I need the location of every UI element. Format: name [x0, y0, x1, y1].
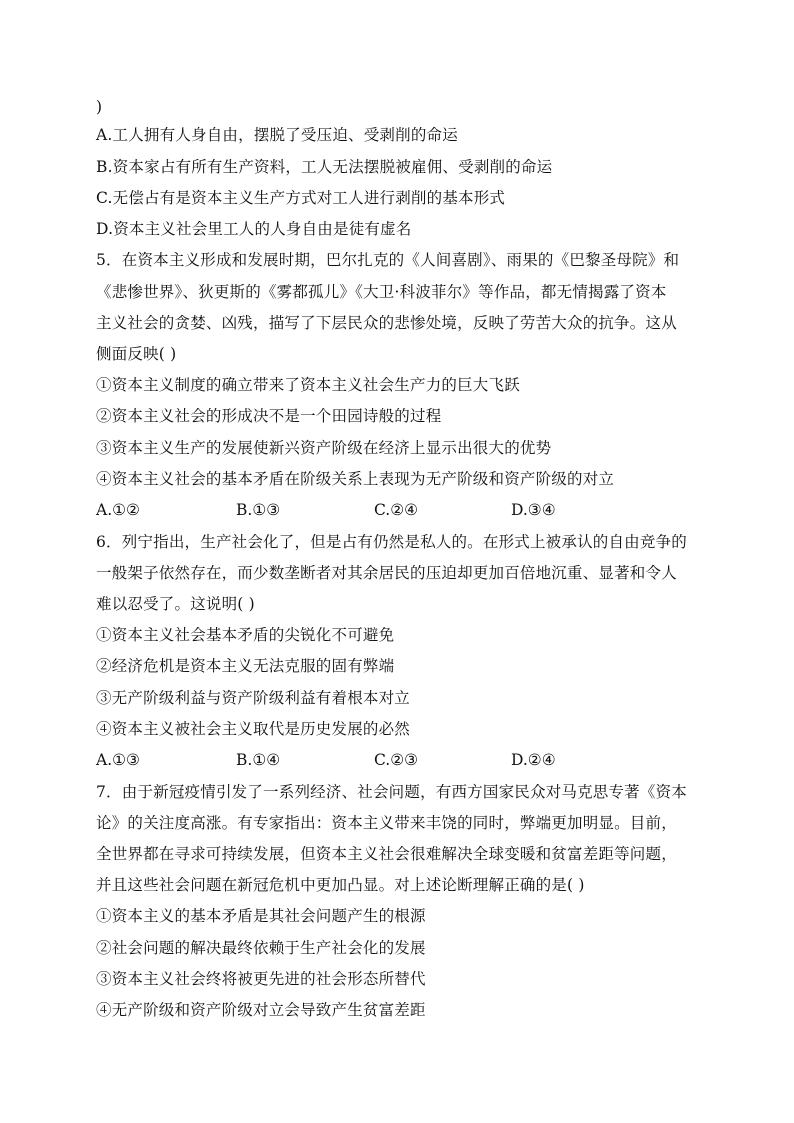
q5-option-d: D.③④ — [511, 501, 556, 519]
q4-option-d: D.资本主义社会里工人的人身自由是徒有虚名 — [96, 220, 412, 238]
q6-option-d: D.②④ — [511, 751, 556, 769]
q7-stem-line-4: 并且这些社会问题在新冠危机中更加凸显。对上述论断理解正确的是( ) — [96, 876, 585, 894]
q6-option-a: A.①③ — [96, 751, 140, 769]
q5-statement-3: ③资本主义生产的发展使新兴资产阶级在经济上显示出很大的优势 — [96, 439, 552, 457]
q6-option-b: B.①④ — [236, 751, 281, 769]
q4-option-b: B.资本家占有所有生产资料，工人无法摆脱被雇佣、受剥削的命运 — [96, 158, 553, 176]
q5-statement-4: ④资本主义社会的基本矛盾在阶级关系上表现为无产阶级和资产阶级的对立 — [96, 470, 615, 488]
q6-stem-line-2: 一般架子依然存在，而少数垄断者对其余居民的压迫却更加百倍地沉重、显著和令人 — [96, 564, 677, 582]
q6-statement-3: ③无产阶级利益与资产阶级利益有着根本对立 — [96, 689, 411, 707]
q4-option-c: C.无偿占有是资本主义生产方式对工人进行剥削的基本形式 — [96, 189, 506, 207]
q5-option-a: A.①② — [96, 501, 140, 519]
q7-statement-1: ①资本主义的基本矛盾是其社会问题产生的根源 — [96, 907, 426, 925]
q7-statement-2: ②社会问题的解决最终依赖于生产社会化的发展 — [96, 939, 426, 957]
q7-stem-line-3: 全世界都在寻求可持续发展，但资本主义社会很难解决全球变暖和贫富差距等问题， — [96, 845, 677, 863]
q5-stem-line-3: 主义社会的贪婪、凶残，描写了下层民众的悲惨处境，反映了劳苦大众的抗争。这从 — [96, 314, 677, 332]
q6-options — [96, 750, 656, 770]
q5-stem-line-2: 《悲惨世界》、狄更斯的《雾都孤儿》《大卫·科波菲尔》等作品，都无情揭露了资本 — [96, 283, 667, 301]
q6-option-c: C.②③ — [374, 751, 419, 769]
q7-stem-line-1: 7．由于新冠疫情引发了一系列经济、社会问题，有西方国家民众对马克思专著《资本 — [96, 783, 687, 801]
q7-statement-3: ③资本主义社会终将被更先进的社会形态所替代 — [96, 970, 426, 988]
q4-close-paren: ) — [96, 98, 103, 116]
q6-stem-line-1: 6．列宁指出，生产社会化了，但是占有仍然是私人的。在形式上被承认的自由竞争的 — [96, 533, 687, 551]
q4-option-a: A.工人拥有人身自由，摆脱了受压迫、受剥削的命运 — [96, 126, 458, 144]
q6-stem-line-3: 难以忍受了。这说明( ) — [96, 595, 255, 613]
q5-statement-2: ②资本主义社会的形成决不是一个田园诗般的过程 — [96, 407, 442, 425]
q5-option-c: C.②④ — [374, 501, 419, 519]
q7-statement-4: ④无产阶级和资产阶级对立会导致产生贫富差距 — [96, 1001, 426, 1019]
q7-stem-line-2: 论》的关注度高涨。有专家指出：资本主义带来丰饶的同时，弊端更加明显。目前， — [96, 814, 677, 832]
q5-stem-line-1: 5．在资本主义形成和发展时期，巴尔扎克的《人间喜剧》、雨果的《巴黎圣母院》和 — [96, 251, 680, 269]
q5-stem-line-4: 侧面反映( ) — [96, 345, 177, 363]
q6-statement-1: ①资本主义社会基本矛盾的尖锐化不可避免 — [96, 626, 395, 644]
q5-options — [96, 500, 656, 520]
q6-statement-4: ④资本主义被社会主义取代是历史发展的必然 — [96, 720, 411, 738]
q5-option-b: B.①③ — [236, 501, 281, 519]
q5-statement-1: ①资本主义制度的确立带来了资本主义社会生产力的巨大飞跃 — [96, 376, 520, 394]
q6-statement-2: ②经济危机是资本主义无法克服的固有弊端 — [96, 657, 395, 675]
